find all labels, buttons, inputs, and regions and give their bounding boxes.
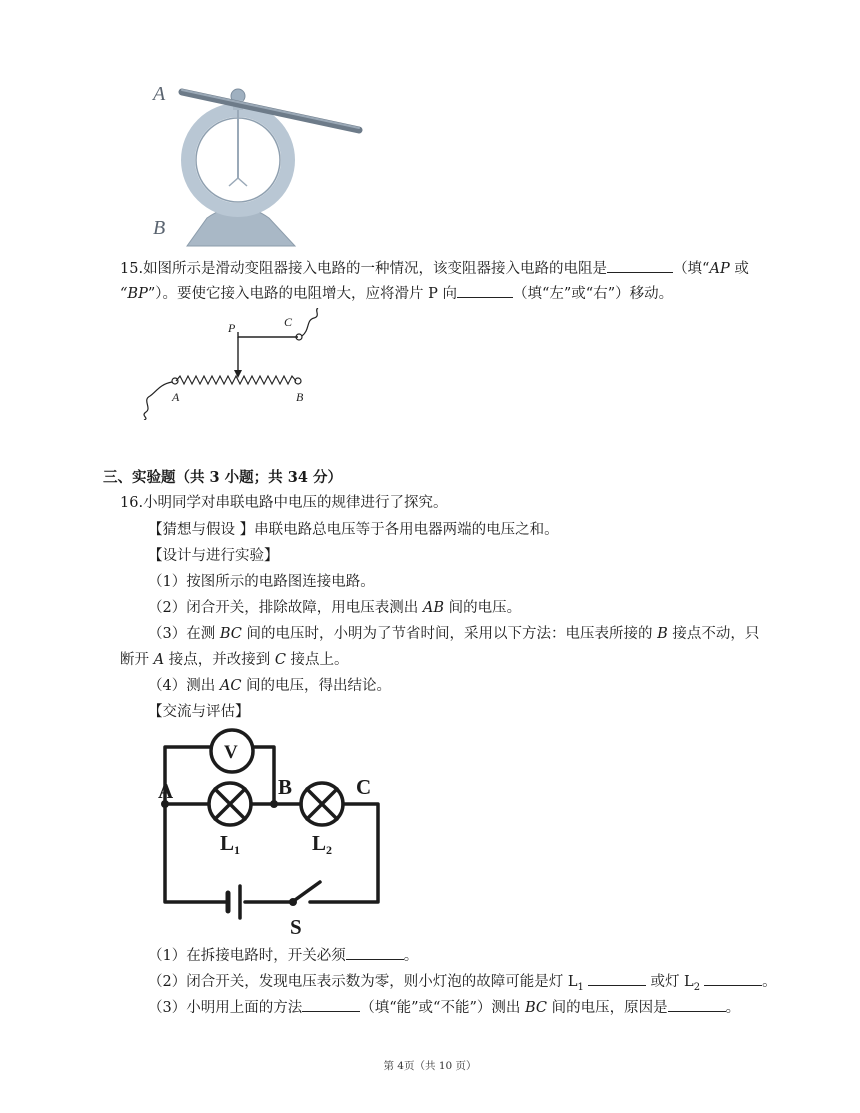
q16-sub2-text-2: 或灯 L (645, 974, 694, 990)
q16-step3-c: C (274, 652, 286, 668)
slider-terminal-a (172, 378, 178, 384)
q16-step4-ac: AC (219, 678, 242, 694)
q16-step4-tail: 间的电压，得出结论。 (241, 678, 392, 694)
q16-sub3-text-3: 间的电压，原因是 (547, 1000, 668, 1016)
q16-sub2-l1-subscript: 1 (577, 981, 584, 993)
circuit-label-c: C (356, 775, 372, 799)
q16-hypothesis-text: 串联电路总电压等于各用电器两端的电压之和。 (254, 522, 559, 538)
q16-sub3-bc: BC (525, 1000, 548, 1016)
q15-bp: “BP (120, 286, 148, 302)
q16-step3-bc: BC (219, 626, 242, 642)
q16-step2-ab: AB (422, 600, 444, 616)
q15-line2 (120, 283, 673, 304)
rheostat-label-b: B (153, 217, 166, 239)
q16-step1: （1）按图所示的电路图连接电路。 (148, 574, 375, 590)
q16-step3-text: （3）在测 (148, 626, 220, 642)
series-circuit-diagram (150, 722, 395, 940)
q16-sub3-text: （3）小明用上面的方法 (148, 1000, 303, 1016)
q15-ap: AP (709, 261, 730, 277)
q16-sub1-tail: 。 (403, 948, 419, 964)
circuit-label-a: A (158, 779, 174, 803)
q16-sub3-blank-1[interactable] (302, 997, 360, 1012)
q16-step4 (148, 676, 391, 696)
q16-hypothesis-tag: 【猜想与假设 】 (148, 522, 255, 538)
q16-design-tag: 【设计与进行实验】 (148, 548, 279, 564)
switch-pivot (289, 898, 297, 906)
q15-text-2: ”）。要使它接入电路的电阻增大，应将滑片 P 向 (147, 286, 457, 302)
page-footer: 第 4页（共 10 页） (383, 1060, 477, 1072)
slider-resistor-coil (176, 376, 296, 384)
rheostat-figure (145, 78, 370, 250)
lamp-l2-label: L2 (312, 831, 333, 857)
q16-sub1-blank[interactable] (346, 945, 404, 960)
q16-sub2-text: （2）闭合开关，发现电压表示数为零，则小灯泡的故障可能是灯 L (148, 974, 578, 990)
q16-sub1 (148, 945, 418, 966)
q16-sub2 (148, 971, 777, 998)
voltmeter-label: V (224, 742, 238, 763)
rheostat-label-a: A (153, 83, 166, 105)
slider-label-b: B (296, 390, 304, 404)
q16-number: 16. (120, 495, 144, 511)
q15-or: 或 (729, 261, 749, 277)
q16-eval-tag: 【交流与评估】 (148, 704, 250, 720)
q15-blank-2[interactable] (457, 283, 513, 298)
q16-sub3-blank-2[interactable] (668, 997, 726, 1012)
q16-intro-line (120, 493, 448, 513)
q15-text: 如图所示是滑动变阻器接入电路的一种情况，该变阻器接入电路的电阻是 (143, 261, 608, 277)
q16-step2 (148, 598, 521, 618)
switch-label: S (290, 915, 302, 939)
q16-sub2-blank-1[interactable] (588, 971, 646, 986)
q16-step3-text-2: 间的电压时，小明为了节省时间，采用以下方法：电压表所接的 (241, 626, 658, 642)
slider-label-c: C (284, 315, 293, 329)
circuit-label-b: B (278, 775, 293, 799)
slider-label-p: P (228, 321, 236, 335)
node-b (270, 800, 278, 808)
q16-step2-tail: 间的电压。 (443, 600, 522, 616)
q16-step3-l2-text-3: 接点上。 (285, 652, 349, 668)
q16-step3-line2 (120, 650, 349, 670)
q16-step4-text: （4）测出 (148, 678, 220, 694)
q16-sub2-blank-2[interactable] (704, 971, 762, 986)
slider-label-a: A (172, 390, 180, 404)
q15-tail: （填“左”或“右”）移动。 (512, 286, 674, 302)
slider-schematic (138, 308, 328, 420)
q16-step3 (148, 624, 759, 644)
q16-step3-l2-text-2: 接点，并改接到 (164, 652, 275, 668)
q16-hypothesis-line (148, 520, 559, 540)
q16-sub2-l2-subscript: 2 (693, 981, 701, 993)
q16-step3-b: B (657, 626, 668, 642)
q16-sub1-text: （1）在拆接电路时，开关必须 (148, 948, 346, 964)
q16-intro: 小明同学对串联电路中电压的规律进行了探究。 (143, 495, 448, 511)
q16-step2-text: （2）闭合开关，排除故障，用电压表测出 (148, 600, 423, 616)
q15-number: 15. (120, 261, 144, 277)
q15-fill-hint: （填“ (673, 261, 710, 277)
section-3-title: 三、实验题（共 3 小题；共 34 分） (103, 469, 342, 486)
q16-step3-text-3: 接点不动，只 (667, 626, 760, 642)
q15-line1 (120, 258, 749, 279)
q16-step3-a: A (153, 652, 165, 668)
lamp-l1-label: L1 (220, 831, 241, 857)
switch-symbol (295, 882, 320, 900)
q16-sub3-tail: 。 (725, 1000, 741, 1016)
q16-step3-l2-text: 断开 (120, 652, 154, 668)
q16-sub3 (148, 997, 740, 1018)
q16-sub2-tail: 。 (762, 974, 777, 990)
q15-blank-1[interactable] (607, 258, 673, 273)
q16-sub3-text-2: （填“能”或“不能”）测出 (360, 1000, 525, 1016)
